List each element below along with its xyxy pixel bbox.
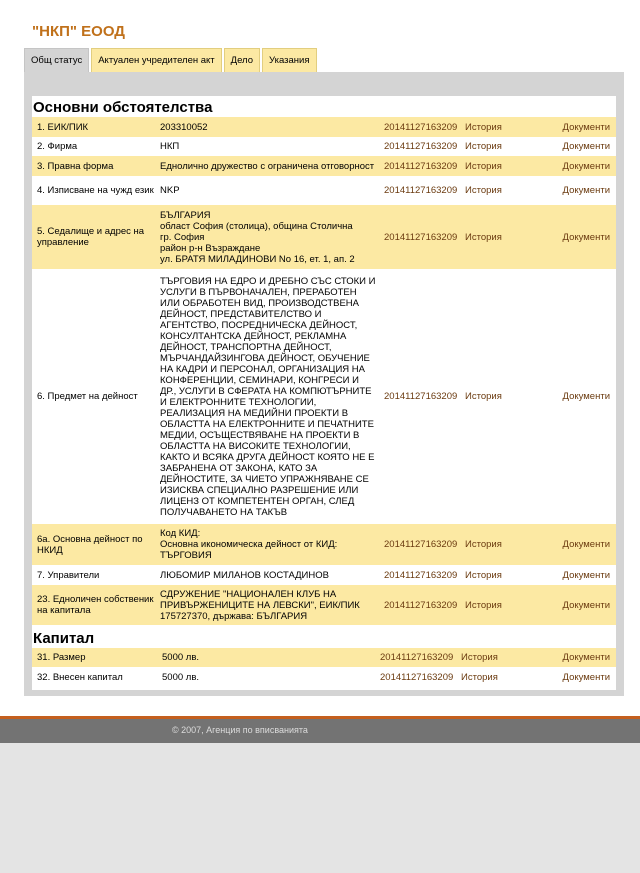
history-link[interactable]: История [461, 648, 546, 667]
circumstances-table [32, 117, 616, 625]
documents-link[interactable]: Документи [546, 524, 616, 565]
row-label: 31. Размер [32, 648, 162, 667]
row-value [160, 585, 384, 625]
row-label: 32. Внесен капитал [32, 667, 162, 687]
value-line: 203310052 [160, 121, 208, 133]
row-date: 20141127163209 [384, 176, 465, 205]
table-row [32, 176, 616, 205]
row-label: 4. Изписване на чужд език [32, 176, 160, 205]
value-line: 175727370, държава: БЪЛГАРИЯ [160, 610, 308, 622]
value-line: УСЛУГИ В ПЪРВОНАЧАЛЕН, ПРЕРАБОТЕН [160, 286, 357, 298]
value-line: ОБЛАСТТА НА ЕЛЕКТРОННИТЕ И ПЕЧАТНИТЕ [160, 418, 374, 430]
row-value [162, 648, 380, 667]
value-line: Код КИД: [160, 528, 201, 539]
row-date: 20141127163209 [384, 585, 465, 625]
value-line: ИЗИСКВА СПЕЦИАЛНО РАЗРЕШЕНИЕ ИЛИ [160, 484, 359, 496]
company-title: "НКП" ЕООД [32, 23, 125, 40]
tab-current-founding-act[interactable]: Актуален учредителен акт [91, 48, 221, 72]
history-link[interactable]: История [465, 269, 546, 524]
documents-link[interactable]: Документи [546, 585, 616, 625]
table-row [32, 117, 616, 137]
value-line: 5000 лв. [162, 652, 200, 663]
history-link[interactable]: История [465, 565, 546, 585]
section-title-circumstances: Основни обстоятелства [33, 99, 213, 116]
row-date: 20141127163209 [380, 648, 461, 667]
row-value [160, 205, 384, 269]
value-line: БЪЛГАРИЯ [160, 209, 211, 221]
table-row [32, 648, 616, 667]
history-link[interactable]: История [465, 176, 546, 205]
history-link[interactable]: История [465, 137, 546, 156]
tab-case[interactable]: Дело [224, 48, 260, 72]
row-value [160, 176, 384, 205]
value-line: ДР., УСЛУГИ В СФЕРАТА НА КОМПЮТЪРНИТЕ [160, 385, 372, 397]
value-line: ПРИВЪРЖЕНИЦИТЕ НА ЛЕВСКИ", ЕИК/ПИК [160, 599, 360, 611]
table-row [32, 565, 616, 585]
value-line: КАКТО И ВСЯКА ДРУГА ДЕЙНОСТ КОЯТО НЕ Е [160, 451, 375, 463]
value-line: МЪРЧАНДАЙЗИНГОВА ДЕЙНОСТ, ОБУЧЕНИЕ [160, 352, 370, 364]
table-row [32, 585, 616, 625]
table-row [32, 137, 616, 156]
row-value [162, 667, 380, 687]
row-date: 20141127163209 [384, 156, 465, 176]
capital-table [32, 648, 616, 687]
value-line: РЕАЛИЗАЦИЯ НА МЕДИЙНИ ПРОЕКТИ В [160, 407, 349, 419]
row-label: 23. Едноличен собственик на капитала [32, 585, 160, 625]
table-row [32, 667, 616, 687]
documents-link[interactable]: Документи [546, 269, 616, 524]
row-date: 20141127163209 [384, 565, 465, 585]
row-label: 1. ЕИК/ПИК [32, 117, 160, 137]
row-label: 7. Управители [32, 565, 160, 585]
documents-link[interactable]: Документи [546, 176, 616, 205]
documents-link[interactable]: Документи [546, 205, 616, 269]
value-line: 5000 лв. [162, 671, 200, 683]
value-line: ТЪРГОВИЯ НА ЕДРО И ДРЕБНО СЪС СТОКИ И [160, 275, 376, 287]
row-value [160, 117, 384, 137]
value-line: ДЕЙНОСТ, ТРАНСПОРТНА ДЕЙНОСТ, [160, 341, 332, 353]
row-label: 3. Правна форма [32, 156, 160, 176]
value-line: ДЕЙНОСТ, ПРЕДСТАВИТЕЛСТВО И [160, 308, 322, 320]
history-link[interactable]: История [465, 205, 546, 269]
value-line: ЛИЦЕНЗ ОТ КОМПЕТЕНТЕН ОРГАН, СЛЕД [160, 495, 355, 507]
history-link[interactable]: История [465, 524, 546, 565]
value-line: ПОЛУЧАВАНЕТО НА ТАКЪВ [160, 506, 288, 518]
value-line: ИЛИ ОБРАБОТЕН ВИД, ПРОИЗВОДСТВЕНА [160, 297, 359, 309]
tab-instructions[interactable]: Указания [262, 48, 317, 72]
value-line: ЗАБРАНЕНА ОТ ЗАКОНА, КАТО ЗА [160, 462, 318, 474]
row-label: 2. Фирма [32, 137, 160, 156]
value-line: ОБЛАСТТА НА ВИСОКИТЕ ТЕХНОЛОГИИ, [160, 440, 351, 452]
table-row [32, 269, 616, 524]
table-row [32, 524, 616, 565]
documents-link[interactable]: Документи [546, 137, 616, 156]
row-date: 20141127163209 [384, 269, 465, 524]
value-line: АГЕНТСТВО, ПОСРЕДНИЧЕСКА ДЕЙНОСТ, [160, 319, 358, 331]
value-line: ТЪРГОВИЯ [160, 550, 212, 561]
value-line: ДЕЙНОСТИТЕ, ЗА ЧИЕТО УПРАЖНЯВАНЕ СЕ [160, 473, 369, 485]
row-value [160, 137, 384, 156]
value-line: Еднолично дружество с ограничена отговорност [160, 160, 375, 172]
value-line: ул. БРАТЯ МИЛАДИНОВИ No 16, ет. 1, ап. 2 [160, 253, 355, 265]
footer-copyright: © 2007, Агенция по вписванията [172, 725, 308, 735]
history-link[interactable]: История [461, 667, 546, 687]
value-line: КОНСУЛТАНТСКА ДЕЙНОСТ, РЕКЛАМНА [160, 330, 347, 342]
row-value [160, 565, 384, 585]
row-value [160, 269, 384, 524]
footer [0, 716, 640, 743]
row-date: 20141127163209 [384, 137, 465, 156]
documents-link[interactable]: Документи [546, 156, 616, 176]
row-date: 20141127163209 [380, 667, 461, 687]
documents-link[interactable]: Документи [546, 117, 616, 137]
row-date: 20141127163209 [384, 205, 465, 269]
value-line: НА КАДРИ И ПЕРСОНАЛ, ОРГАНИЗАЦИЯ НА [160, 363, 365, 375]
row-value [160, 524, 384, 565]
table-row [32, 156, 616, 176]
row-label: 5. Седалище и адрес на управление [32, 205, 160, 269]
documents-link[interactable]: Документи [546, 667, 616, 687]
tab-bar [24, 48, 317, 72]
history-link[interactable]: История [465, 117, 546, 137]
value-line: NKP [160, 185, 180, 196]
documents-link[interactable]: Документи [546, 565, 616, 585]
row-value [160, 156, 384, 176]
value-line: И ЕЛЕКТРОННИТЕ ТЕХНОЛОГИИ, [160, 396, 317, 408]
value-line: НКП [160, 141, 180, 152]
value-line: Основна икономическа дейност от КИД: [160, 539, 338, 550]
value-line: МЕДИИ, ОСЪЩЕСТВЯВАНЕ НА ПРОЕКТИ В [160, 429, 360, 441]
row-date: 20141127163209 [384, 117, 465, 137]
section-title-capital: Капитал [33, 630, 95, 647]
value-line: район р-н Възраждане [160, 242, 261, 254]
value-line: област София (столица), община Столична [160, 220, 353, 232]
row-date: 20141127163209 [384, 524, 465, 565]
tab-general-status[interactable]: Общ статус [24, 48, 89, 72]
history-link[interactable]: История [465, 156, 546, 176]
value-line: гр. София [160, 231, 205, 243]
documents-link[interactable]: Документи [546, 648, 616, 667]
value-line: СДРУЖЕНИЕ "НАЦИОНАЛЕН КЛУБ НА [160, 588, 337, 600]
table-row [32, 205, 616, 269]
history-link[interactable]: История [465, 585, 546, 625]
value-line: КОНФЕРЕНЦИИ, СЕМИНАРИ, КОНГРЕСИ И [160, 374, 359, 386]
row-label: 6а. Основна дейност по НКИД [32, 524, 160, 565]
row-label: 6. Предмет на дейност [32, 269, 160, 524]
value-line: ЛЮБОМИР МИЛАНОВ КОСТАДИНОВ [160, 569, 329, 581]
